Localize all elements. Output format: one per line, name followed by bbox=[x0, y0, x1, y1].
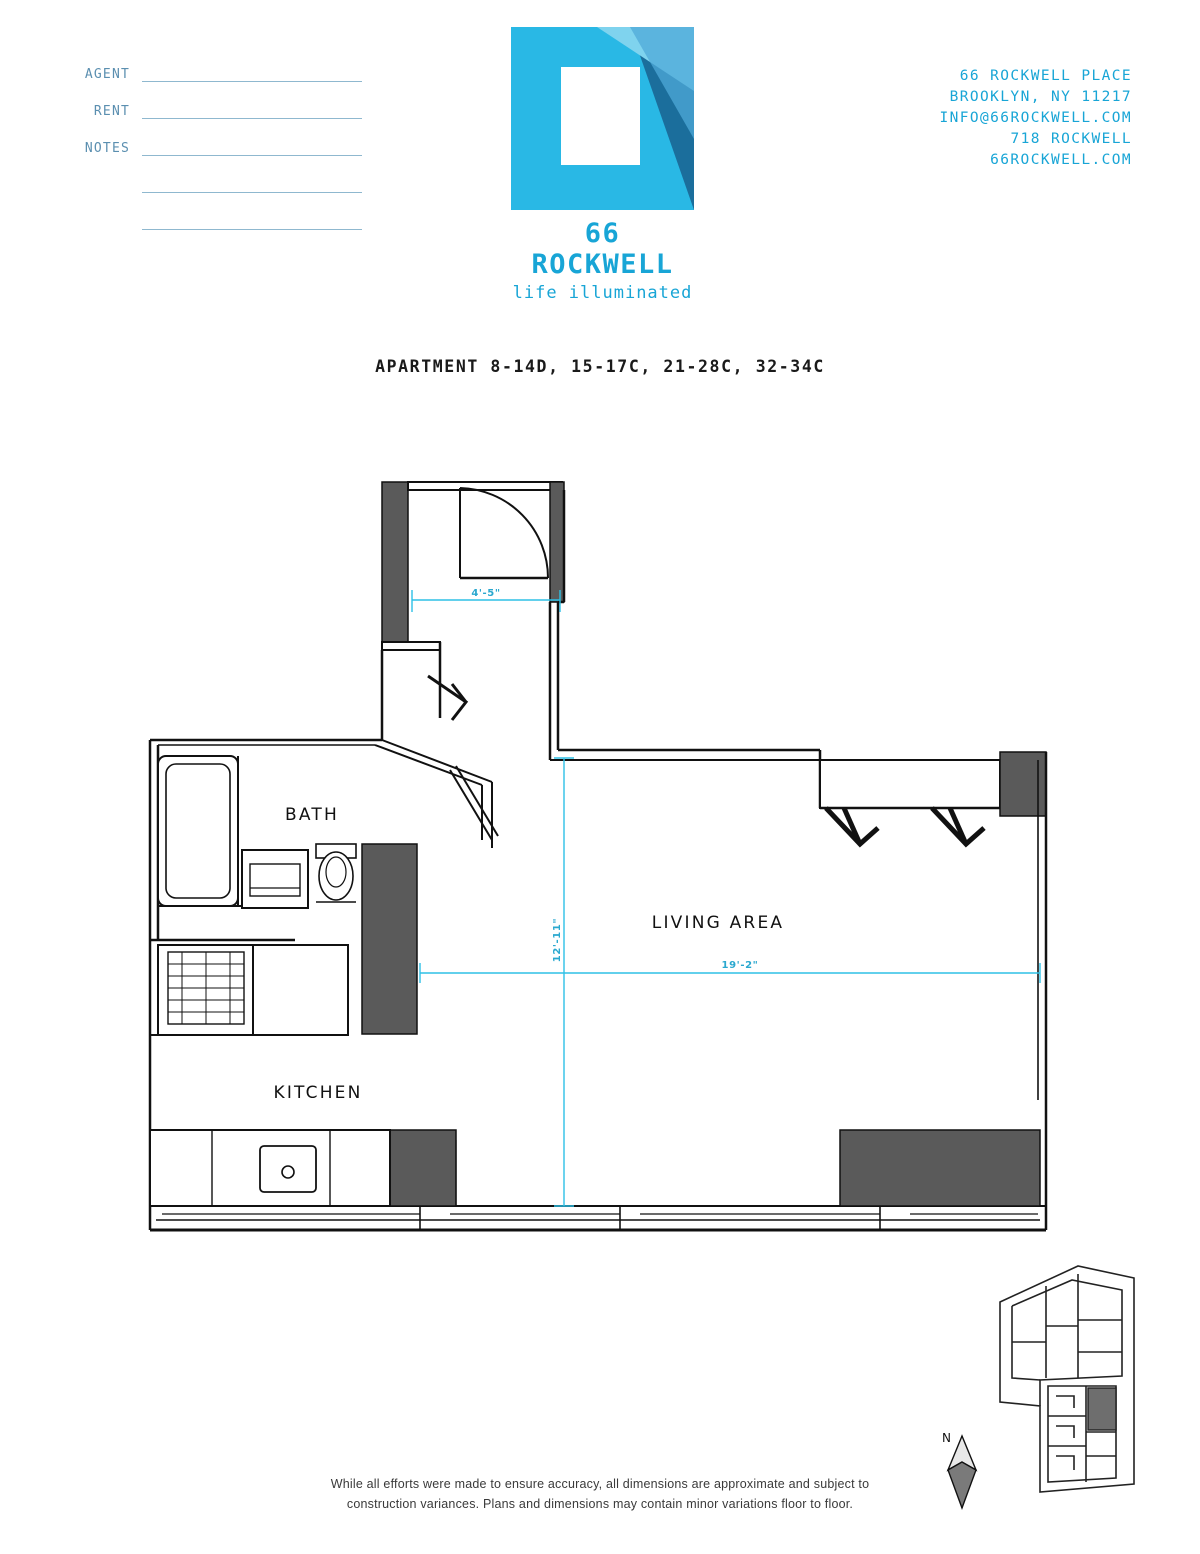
page-title: APARTMENT 8-14D, 15-17C, 21-28C, 32-34C bbox=[375, 357, 825, 376]
brand-logo bbox=[505, 27, 700, 303]
compass-north-label: N bbox=[942, 1431, 951, 1445]
room-label-living-area: LIVING AREA bbox=[651, 913, 785, 933]
dim-living-depth: 12'-11" bbox=[552, 917, 563, 963]
rent-write-line[interactable] bbox=[142, 105, 362, 119]
agent-form-row bbox=[62, 62, 362, 82]
logo-inner-square bbox=[561, 67, 640, 165]
notes-write-line[interactable] bbox=[142, 142, 362, 156]
dim-entry-width: 4'-5" bbox=[471, 588, 501, 599]
agent-form-block bbox=[62, 62, 362, 247]
contact-city-line: BROOKLYN, NY 11217 bbox=[949, 89, 1132, 105]
agent-label: AGENT bbox=[84, 67, 130, 82]
notes-write-line-3[interactable] bbox=[142, 216, 362, 230]
disclaimer-line-1: While all efforts were made to ensure accuracy, all dimensions are approximate and subject to bbox=[330, 1477, 870, 1491]
rent-label: RENT bbox=[93, 104, 130, 119]
notes-form-row-extra-1 bbox=[62, 173, 362, 193]
key-plan-unit-highlight bbox=[1088, 1388, 1116, 1430]
logo-title: 66 ROCKWELL bbox=[531, 218, 674, 280]
room-label-bath: BATH bbox=[285, 805, 339, 825]
logo-tagline: life illuminated bbox=[512, 283, 693, 303]
contact-address-line: 66 ROCKWELL PLACE bbox=[959, 68, 1132, 84]
logo-square-icon bbox=[511, 27, 694, 210]
notes-write-line-2[interactable] bbox=[142, 179, 362, 193]
agent-write-line[interactable] bbox=[142, 68, 362, 82]
contact-website[interactable]: 66ROCKWELL.COM bbox=[990, 152, 1132, 168]
disclaimer-text bbox=[0, 1474, 1200, 1514]
contact-email[interactable]: INFO@66ROCKWELL.COM bbox=[939, 110, 1132, 126]
disclaimer-line-2: construction variances. Plans and dimensions may contain minor variations floor to floor. bbox=[346, 1497, 854, 1511]
notes-form-row-extra-2 bbox=[62, 210, 362, 230]
key-plan bbox=[982, 1256, 1142, 1496]
notes-form-row bbox=[62, 136, 362, 156]
dim-living-width: 19'-2" bbox=[721, 960, 759, 971]
rent-form-row bbox=[62, 99, 362, 119]
floor-plan-drawing bbox=[120, 440, 1080, 1270]
contact-phone[interactable]: 718 ROCKWELL bbox=[1010, 131, 1132, 147]
notes-label: NOTES bbox=[84, 141, 130, 156]
page-header bbox=[0, 0, 1200, 303]
contact-block bbox=[940, 66, 1132, 171]
room-label-kitchen: KITCHEN bbox=[273, 1083, 363, 1103]
